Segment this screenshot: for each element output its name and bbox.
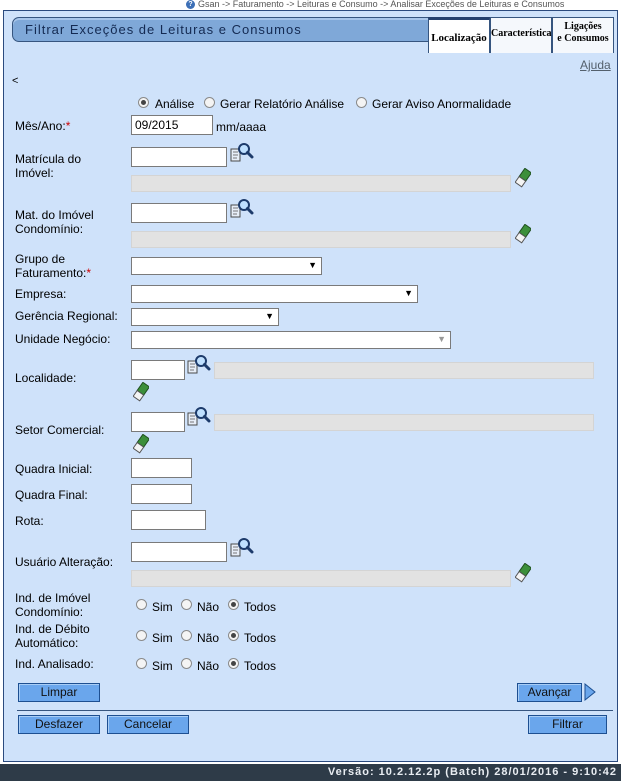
mes-ano-label: Mês/Ano:* [15, 119, 71, 133]
breadcrumb [0, 0, 621, 10]
search-icon[interactable] [230, 142, 254, 164]
radio-gerar-aviso-label: Gerar Aviso Anormalidade [372, 97, 512, 111]
rota-input[interactable] [131, 510, 206, 530]
ind-debito-label: Ind. de Débito Automático: [15, 622, 90, 650]
chevron-down-icon: ▼ [265, 311, 274, 321]
tab-ligacoes-line1: Ligações [564, 21, 602, 32]
quadra-inicial-input[interactable] [131, 458, 192, 478]
avancar-button[interactable]: Avançar [517, 683, 582, 702]
ind-condominio-nao-radio[interactable] [181, 599, 192, 610]
matricula-input[interactable] [131, 147, 227, 167]
version-text: Versão: 10.2.12.2p (Batch) 28/01/2016 - 9:10:42 [327, 766, 617, 778]
search-icon[interactable] [230, 198, 254, 220]
ind-condominio-todos-radio[interactable] [228, 599, 239, 610]
chevron-down-icon: ▼ [437, 334, 446, 344]
eraser-icon[interactable] [133, 434, 149, 454]
chevron-down-icon: ▼ [404, 288, 413, 298]
ind-debito-nao-radio[interactable] [181, 630, 192, 641]
quadra-final-input[interactable] [131, 484, 192, 504]
ind-analisado-nao-radio[interactable] [181, 658, 192, 669]
ind-debito-todos-radio[interactable] [228, 630, 239, 641]
grupo-select[interactable] [131, 257, 322, 275]
ind-debito-sim-label: Sim [152, 631, 173, 645]
ind-analisado-todos-radio[interactable] [228, 658, 239, 669]
condominio-input[interactable] [131, 203, 227, 223]
search-icon[interactable] [187, 406, 211, 428]
tab-caracteristica[interactable]: Característica [490, 17, 552, 53]
ind-analisado-label: Ind. Analisado: [15, 657, 94, 671]
eraser-icon[interactable] [515, 563, 531, 583]
radio-gerar-aviso[interactable] [356, 97, 367, 108]
ind-condominio-nao-label: Não [197, 600, 220, 614]
matricula-description [131, 175, 511, 192]
divider [17, 710, 613, 711]
filter-panel [3, 10, 618, 762]
help-icon[interactable]: ? [186, 0, 195, 9]
localidade-label: Localidade: [15, 371, 77, 385]
rota-label: Rota: [15, 514, 44, 528]
setor-input[interactable] [131, 412, 185, 432]
filtrar-button[interactable]: Filtrar [528, 715, 607, 734]
tab-ligacoes-consumos[interactable] [552, 17, 614, 53]
chevron-down-icon: ▼ [308, 260, 317, 270]
search-icon[interactable] [187, 354, 211, 376]
desfazer-button[interactable]: Desfazer [18, 715, 100, 734]
grupo-label: Grupo de Faturamento:* [15, 252, 92, 280]
radio-analise[interactable] [138, 97, 149, 108]
ind-debito-sim-radio[interactable] [136, 630, 147, 641]
ind-analisado-nao-label: Não [197, 659, 220, 673]
eraser-icon[interactable] [515, 224, 531, 244]
radio-gerar-relatorio[interactable] [204, 97, 215, 108]
help-link[interactable]: Ajuda [580, 58, 611, 72]
page-header [12, 17, 432, 42]
mes-ano-input[interactable]: 09/2015 [131, 115, 213, 135]
usuario-label: Usuário Alteração: [15, 555, 114, 569]
tab-localizacao[interactable]: Localização [428, 17, 490, 53]
empresa-label: Empresa: [15, 287, 67, 301]
search-icon[interactable] [230, 537, 254, 559]
quadra-inicial-label: Quadra Inicial: [15, 462, 93, 476]
unidade-label: Unidade Negócio: [15, 332, 111, 346]
radio-analise-label: Análise [155, 97, 195, 111]
empresa-select[interactable] [131, 285, 418, 303]
back-link[interactable]: < [12, 75, 19, 87]
gerencia-select[interactable] [131, 308, 279, 326]
matricula-label: Matrícula do Imóvel: [15, 152, 82, 180]
usuario-input[interactable] [131, 542, 227, 562]
breadcrumb-text: Gsan -> Faturamento -> Leituras e Consumo -> Analisar Exceções de Leituras e Consumos [198, 0, 565, 9]
setor-description [214, 414, 594, 431]
cancelar-button[interactable]: Cancelar [107, 715, 189, 734]
ind-analisado-todos-label: Todos [244, 659, 277, 673]
ind-condominio-sim-label: Sim [152, 600, 173, 614]
unidade-select[interactable] [131, 331, 451, 349]
localidade-description [214, 362, 594, 379]
ind-condominio-label: Ind. de Imóvel Condomínio: [15, 591, 91, 619]
condominio-label: Mat. do Imóvel Condomínio: [15, 208, 94, 236]
usuario-description [131, 570, 511, 587]
eraser-icon[interactable] [515, 168, 531, 188]
eraser-icon[interactable] [133, 382, 149, 402]
version-footer [0, 764, 621, 781]
ind-condominio-todos-label: Todos [244, 600, 277, 614]
setor-label: Setor Comercial: [15, 423, 105, 437]
gerencia-label: Gerência Regional: [15, 309, 118, 323]
ind-condominio-sim-radio[interactable] [136, 599, 147, 610]
ind-debito-todos-label: Todos [244, 631, 277, 645]
ind-analisado-sim-radio[interactable] [136, 658, 147, 669]
radio-gerar-relatorio-label: Gerar Relatório Análise [220, 97, 345, 111]
page-title: Filtrar Exceções de Leituras e Consumos [25, 22, 302, 37]
tab-ligacoes-line2: e Consumos [557, 33, 609, 44]
quadra-final-label: Quadra Final: [15, 488, 88, 502]
ind-analisado-sim-label: Sim [152, 659, 173, 673]
arrow-right-icon[interactable] [584, 683, 596, 701]
mes-ano-hint: mm/aaaa [216, 120, 267, 134]
condominio-description [131, 231, 511, 248]
ind-debito-nao-label: Não [197, 631, 220, 645]
limpar-button[interactable]: Limpar [18, 683, 100, 702]
localidade-input[interactable] [131, 360, 185, 380]
